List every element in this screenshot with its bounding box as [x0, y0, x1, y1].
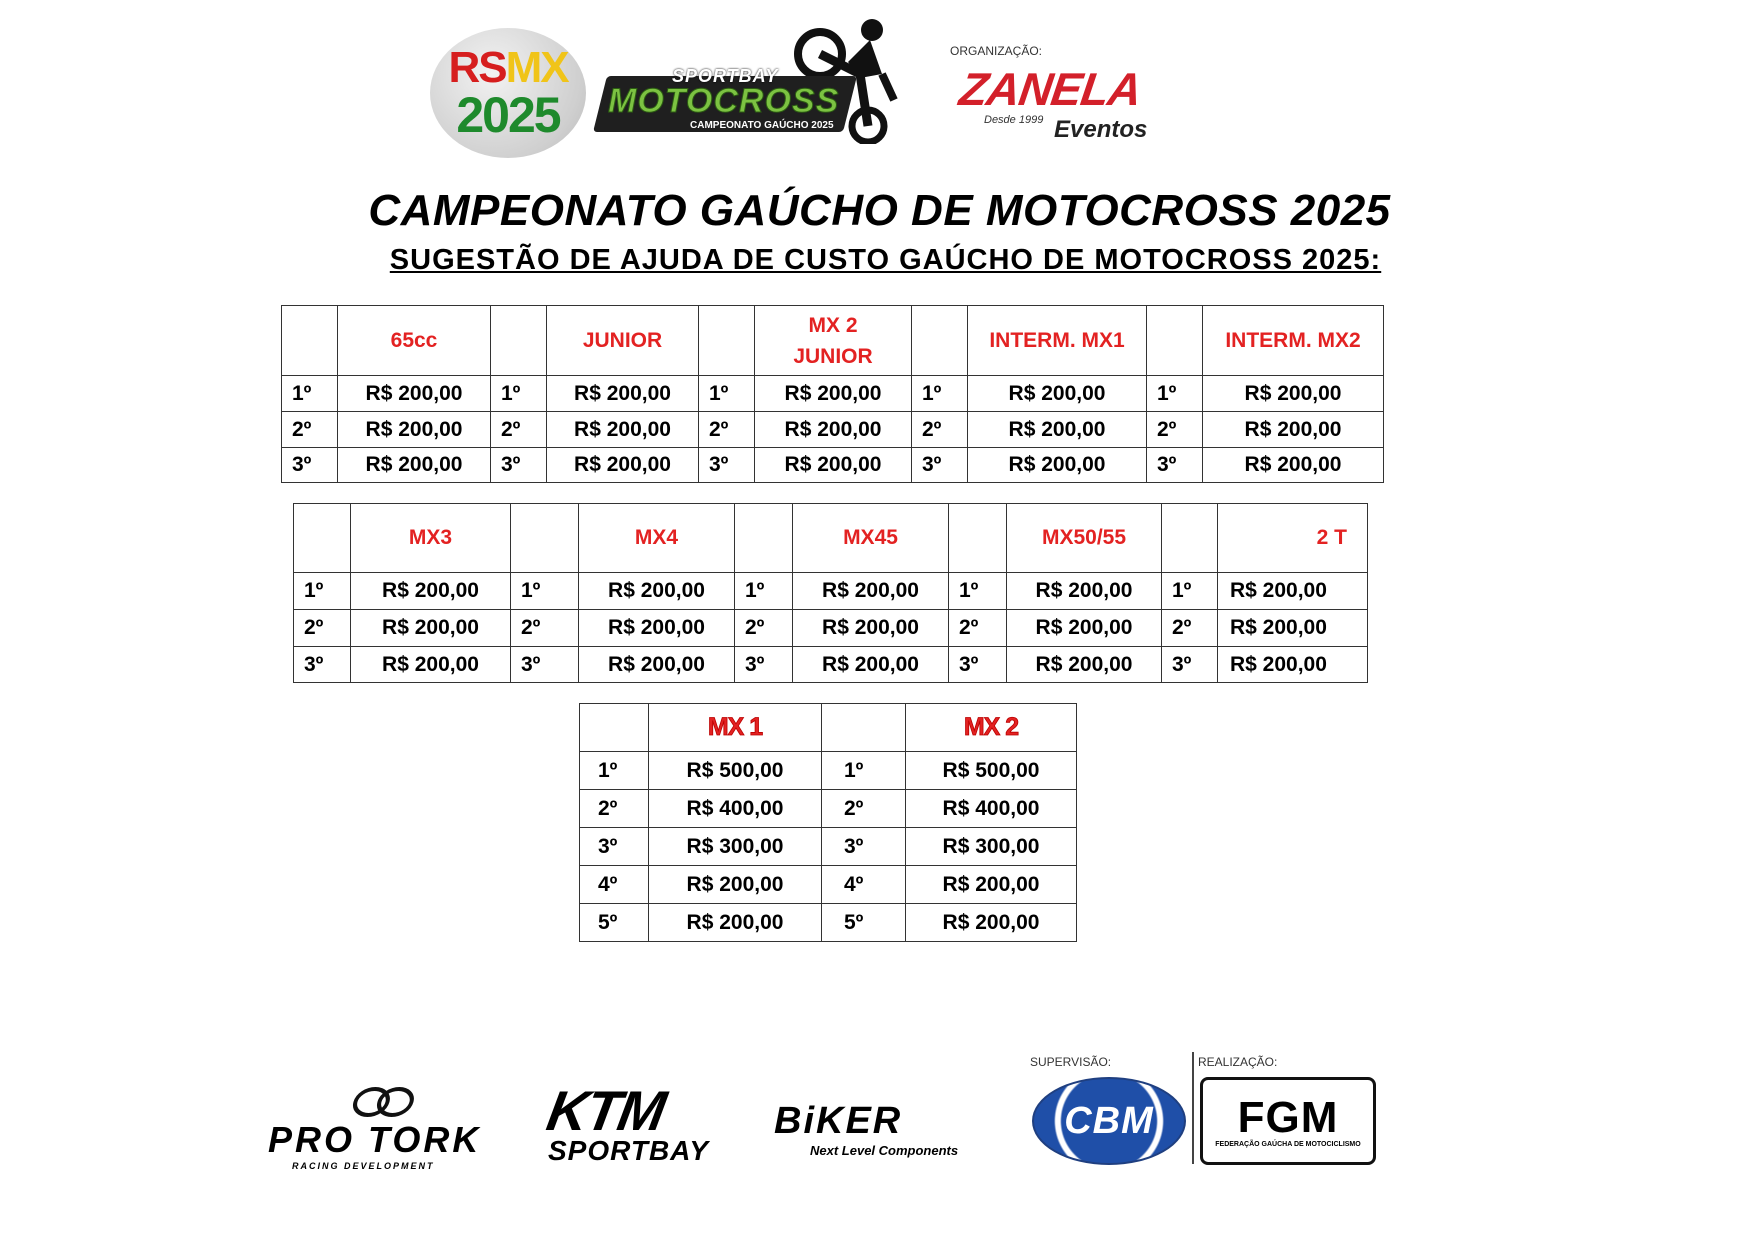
- ktm-dealer: SPORTBAY: [548, 1135, 709, 1166]
- cbm-name: CBM: [1064, 1099, 1154, 1142]
- position-cell: 2º: [580, 790, 649, 828]
- position-cell: 4º: [822, 866, 906, 904]
- position-cell: 2º: [294, 610, 351, 647]
- position-cell: 1º: [580, 752, 649, 790]
- ktm-sportbay-logo: [542, 1079, 709, 1166]
- position-cell: 3º: [822, 828, 906, 866]
- organizer-label: ORGANIZAÇÃO:: [950, 44, 1043, 58]
- protork-logo: [268, 1085, 481, 1171]
- category-header: [755, 306, 912, 376]
- category-header: MX50/55: [1007, 504, 1162, 573]
- position-cell: 1º: [1162, 573, 1218, 610]
- prize-cell: R$ 500,00: [906, 752, 1077, 790]
- prize-table-2: [293, 503, 1368, 683]
- prize-cell: R$ 200,00: [649, 866, 822, 904]
- table-header-row: [282, 306, 1384, 376]
- prize-cell: R$ 200,00: [1203, 412, 1384, 448]
- position-cell: 1º: [491, 376, 547, 412]
- motocross-logo-brand: SPORTBAY: [672, 66, 779, 86]
- rsmx-2025-logo: [430, 28, 586, 158]
- prize-cell: R$ 200,00: [351, 647, 511, 683]
- zanela-events: Eventos: [1054, 116, 1148, 143]
- position-cell: 3º: [699, 448, 755, 483]
- category-header: MX 2: [906, 704, 1077, 752]
- table-header-row: [294, 504, 1368, 573]
- position-cell: 2º: [912, 412, 968, 448]
- realization-label: REALIZAÇÃO:: [1198, 1055, 1278, 1069]
- position-cell: 2º: [1147, 412, 1203, 448]
- prize-cell: R$ 200,00: [547, 448, 699, 483]
- position-cell: 3º: [1162, 647, 1218, 683]
- prize-cell: R$ 200,00: [338, 448, 491, 483]
- prize-cell: R$ 200,00: [351, 610, 511, 647]
- position-cell: 2º: [282, 412, 338, 448]
- position-cell: 2º: [1162, 610, 1218, 647]
- biker-name: BiKER: [774, 1100, 903, 1142]
- position-cell: 3º: [294, 647, 351, 683]
- position-cell: 5º: [822, 904, 906, 942]
- protork-emblem-icon: [348, 1085, 428, 1119]
- rsmx-logo-year: 2025: [456, 87, 560, 143]
- prize-cell: R$ 200,00: [547, 412, 699, 448]
- position-cell: 3º: [1147, 448, 1203, 483]
- position-cell: 1º: [699, 376, 755, 412]
- category-header: 2 T: [1218, 504, 1368, 573]
- cbm-logo: [1032, 1077, 1186, 1165]
- page-title-text: CAMPEONATO GAÚCHO DE MOTOCROSS 2025: [368, 186, 1391, 235]
- rsmx-logo-rs: RS: [448, 43, 506, 92]
- table-row: [580, 752, 1077, 790]
- position-cell: 3º: [912, 448, 968, 483]
- prize-cell: R$ 200,00: [968, 412, 1147, 448]
- prize-table-3: [579, 703, 1077, 942]
- prize-cell: R$ 300,00: [906, 828, 1077, 866]
- position-cell: 2º: [949, 610, 1007, 647]
- footer-divider: [1192, 1052, 1194, 1164]
- position-cell: 1º: [511, 573, 579, 610]
- prize-cell: R$ 200,00: [1218, 610, 1368, 647]
- zanela-since: Desde 1999: [984, 114, 1044, 126]
- table-row: [294, 647, 1368, 683]
- prize-cell: R$ 200,00: [906, 904, 1077, 942]
- page-title: [0, 186, 1755, 236]
- position-cell: 1º: [912, 376, 968, 412]
- category-header: MX45: [793, 504, 949, 573]
- supervision-label: SUPERVISÃO:: [1030, 1055, 1112, 1069]
- position-cell: 3º: [949, 647, 1007, 683]
- prize-cell: R$ 200,00: [1007, 573, 1162, 610]
- category-header: MX 1: [649, 704, 822, 752]
- position-cell: 2º: [699, 412, 755, 448]
- prize-cell: R$ 200,00: [338, 376, 491, 412]
- prize-cell: R$ 300,00: [649, 828, 822, 866]
- prize-cell: R$ 200,00: [755, 448, 912, 483]
- prize-cell: R$ 200,00: [338, 412, 491, 448]
- ktm-name: KTM: [542, 1079, 669, 1142]
- table-row: [580, 828, 1077, 866]
- prize-cell: R$ 200,00: [906, 866, 1077, 904]
- position-cell: 1º: [735, 573, 793, 610]
- prize-cell: R$ 200,00: [579, 647, 735, 683]
- table-row: [282, 412, 1384, 448]
- prize-cell: R$ 200,00: [1218, 647, 1368, 683]
- category-header-line1: MX 2: [808, 313, 858, 337]
- prize-cell: R$ 200,00: [351, 573, 511, 610]
- position-cell: 1º: [282, 376, 338, 412]
- position-cell: 2º: [822, 790, 906, 828]
- page-subtitle: [0, 244, 1755, 277]
- prize-cell: R$ 200,00: [793, 573, 949, 610]
- prize-cell: R$ 200,00: [793, 647, 949, 683]
- fgm-name: FGM: [1237, 1092, 1339, 1142]
- prize-cell: R$ 200,00: [547, 376, 699, 412]
- prize-cell: R$ 200,00: [968, 376, 1147, 412]
- fgm-logo: [1200, 1077, 1376, 1165]
- category-header: JUNIOR: [547, 306, 699, 376]
- fgm-full-name: FEDERAÇÃO GAÚCHA DE MOTOCICLISMO: [1215, 1140, 1361, 1148]
- position-cell: 1º: [822, 752, 906, 790]
- biker-tag: Next Level Components: [810, 1143, 959, 1158]
- prize-cell: R$ 400,00: [649, 790, 822, 828]
- position-cell: 3º: [511, 647, 579, 683]
- category-header: MX4: [579, 504, 735, 573]
- motocross-logo-sub: CAMPEONATO GAÚCHO 2025: [690, 120, 834, 131]
- category-header: MX3: [351, 504, 511, 573]
- table-row: [580, 866, 1077, 904]
- protork-name: PRO TORK: [268, 1119, 482, 1160]
- position-cell: 1º: [949, 573, 1007, 610]
- table-header-row: [580, 704, 1077, 752]
- table-row: [294, 610, 1368, 647]
- position-cell: 1º: [1147, 376, 1203, 412]
- category-header: 65cc: [338, 306, 491, 376]
- category-header: INTERM. MX1: [968, 306, 1147, 376]
- prize-cell: R$ 200,00: [1203, 448, 1384, 483]
- prize-cell: R$ 400,00: [906, 790, 1077, 828]
- prize-cell: R$ 200,00: [755, 412, 912, 448]
- position-cell: 3º: [491, 448, 547, 483]
- position-cell: 5º: [580, 904, 649, 942]
- biker-logo: [774, 1100, 958, 1158]
- prize-cell: R$ 200,00: [793, 610, 949, 647]
- position-cell: 2º: [491, 412, 547, 448]
- prize-table-1: [281, 305, 1384, 483]
- page-subtitle-text: SUGESTÃO DE AJUDA DE CUSTO GAÚCHO DE MOTOCROSS 2025:: [389, 244, 1382, 276]
- sportbay-motocross-logo: [600, 14, 910, 144]
- prize-cell: R$ 200,00: [755, 376, 912, 412]
- rsmx-logo-mx: MX: [505, 43, 568, 92]
- prize-cell: R$ 500,00: [649, 752, 822, 790]
- protork-tag: RACING DEVELOPMENT: [292, 1161, 435, 1171]
- prize-cell: R$ 200,00: [968, 448, 1147, 483]
- prize-cell: R$ 200,00: [579, 610, 735, 647]
- category-header-line2: JUNIOR: [793, 344, 873, 368]
- position-cell: 3º: [282, 448, 338, 483]
- position-cell: 4º: [580, 866, 649, 904]
- prize-cell: R$ 200,00: [579, 573, 735, 610]
- prize-cell: R$ 200,00: [1203, 376, 1384, 412]
- position-cell: 3º: [580, 828, 649, 866]
- zanela-logo: ZANELA: [956, 63, 1145, 115]
- motocross-logo-word: MOTOCROSS: [608, 82, 840, 120]
- category-header: INTERM. MX2: [1203, 306, 1384, 376]
- table-row: [282, 448, 1384, 483]
- table-row: [580, 904, 1077, 942]
- prize-cell: R$ 200,00: [1007, 610, 1162, 647]
- position-cell: 1º: [294, 573, 351, 610]
- table-row: [580, 790, 1077, 828]
- position-cell: 2º: [735, 610, 793, 647]
- position-cell: 3º: [735, 647, 793, 683]
- table-row: [294, 573, 1368, 610]
- position-cell: 2º: [511, 610, 579, 647]
- prize-cell: R$ 200,00: [1218, 573, 1368, 610]
- prize-cell: R$ 200,00: [649, 904, 822, 942]
- table-row: [282, 376, 1384, 412]
- prize-cell: R$ 200,00: [1007, 647, 1162, 683]
